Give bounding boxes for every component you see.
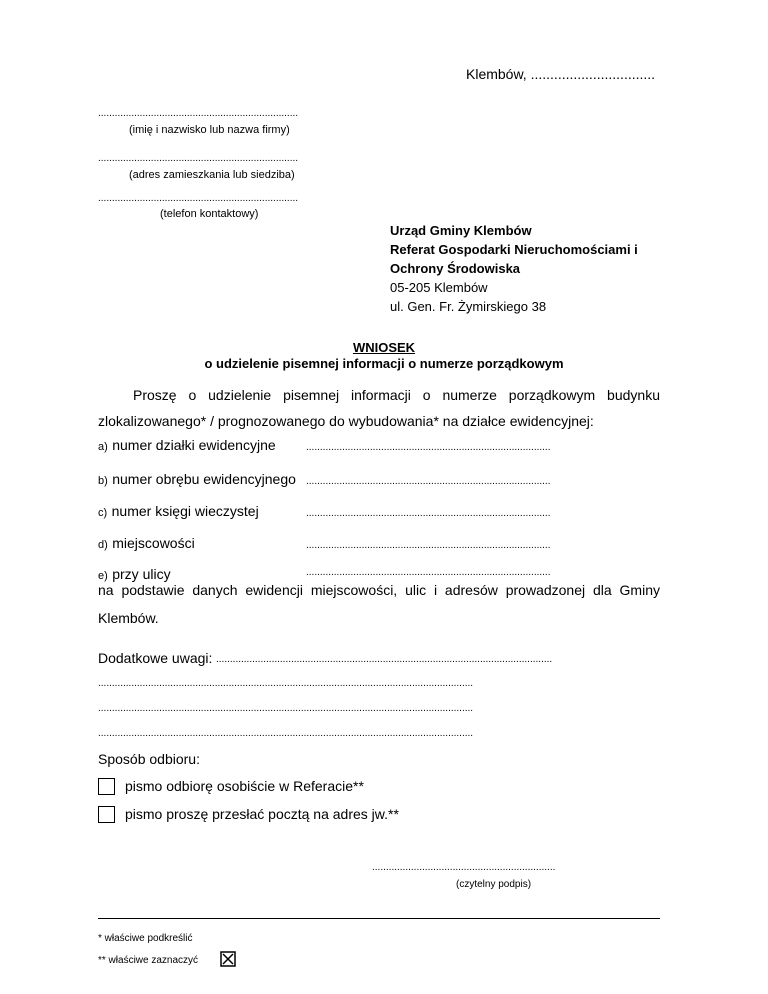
item-label: numer księgi wieczystej [111,503,259,519]
remarks-line[interactable]: ....................................................................................................................................... [98,678,474,689]
office-name: Urząd Gminy Klembów [390,223,532,238]
delivery-personal-label: pismo odbiorę osobiście w Referacie** [125,778,364,794]
delivery-mail-checkbox[interactable] [98,806,115,823]
remarks-line[interactable]: ....................................................................................................................................... [98,728,474,739]
remarks-line-first[interactable]: ......................................................................................................................... [216,654,553,665]
signature-caption: (czytelny podpis) [456,879,532,890]
footnote-mark: ** właściwe zaznaczyć [98,955,199,966]
item-field-street[interactable]: ........................................................................................ [306,567,551,578]
list-item [98,437,276,455]
applicant-address-line[interactable]: ........................................................................ [98,153,299,164]
office-department-line2: Ochrony Środowiska [390,261,521,276]
document-subtitle: o udzielenie pisemnej informacji o numerze porządkowym [204,356,564,371]
item-letter: e) [98,570,108,582]
item-letter: a) [98,441,108,453]
checked-box-icon [220,951,236,967]
item-field-plot-number[interactable]: ........................................................................................ [306,442,551,453]
footnote-underline: * właściwe podkreślić [98,933,193,944]
list-item [98,535,195,553]
delivery-mail-label: pismo proszę przesłać pocztą na adres jw.** [125,806,399,822]
delivery-personal-checkbox[interactable] [98,778,115,795]
office-postal-code: 05-205 Klembów [390,280,488,295]
applicant-name-caption: (imię i nazwisko lub nazwa firmy) [129,124,290,136]
item-field-locality[interactable]: ........................................................................................ [306,540,551,551]
remarks-line[interactable]: ....................................................................................................................................... [98,703,474,714]
office-department-line1: Referat Gospodarki Nieruchomościami i [390,242,638,257]
document-title: WNIOSEK [352,340,416,355]
applicant-phone-line[interactable]: ........................................................................ [98,193,299,204]
item-letter: b) [98,475,108,487]
list-item [98,471,296,489]
request-text-line1: Proszę o udzielenie pisemnej informacji o numerze porządkowym budynku [133,387,660,403]
applicant-address-caption: (adres zamieszkania lub siedziba) [129,169,295,181]
item-label: numer działki ewidencyjne [112,437,276,453]
basis-text-line1: na podstawie danych ewidencji miejscowości, ulic i adresów prowadzonej dla Gminy [98,582,660,598]
item-label: miejscowości [112,535,195,551]
office-address [390,221,638,316]
list-item [98,503,259,521]
remarks-label: Dodatkowe uwagi: [98,650,213,666]
signature-line[interactable]: .................................................................. [372,862,556,873]
item-field-land-register[interactable]: ........................................................................................ [306,508,551,519]
delivery-label: Sposób odbioru: [98,751,200,767]
footnote-divider [98,918,660,919]
item-letter: c) [98,507,108,519]
applicant-name-line[interactable]: ........................................................................ [98,108,299,119]
basis-text-line2: Klembów. [98,610,159,626]
item-field-precinct-number[interactable]: ........................................................................................ [306,476,551,487]
office-street: ul. Gen. Fr. Żymirskiego 38 [390,299,547,314]
place-date: Klembów, ................................ [466,66,656,82]
item-label: przy ulicy [112,566,171,582]
item-label: numer obrębu ewidencyjnego [112,471,296,487]
applicant-phone-caption: (telefon kontaktowy) [160,208,259,220]
request-text-line2: zlokalizowanego* / prognozowanego do wybudowania* na działce ewidencyjnej: [98,413,594,429]
item-letter: d) [98,539,108,551]
